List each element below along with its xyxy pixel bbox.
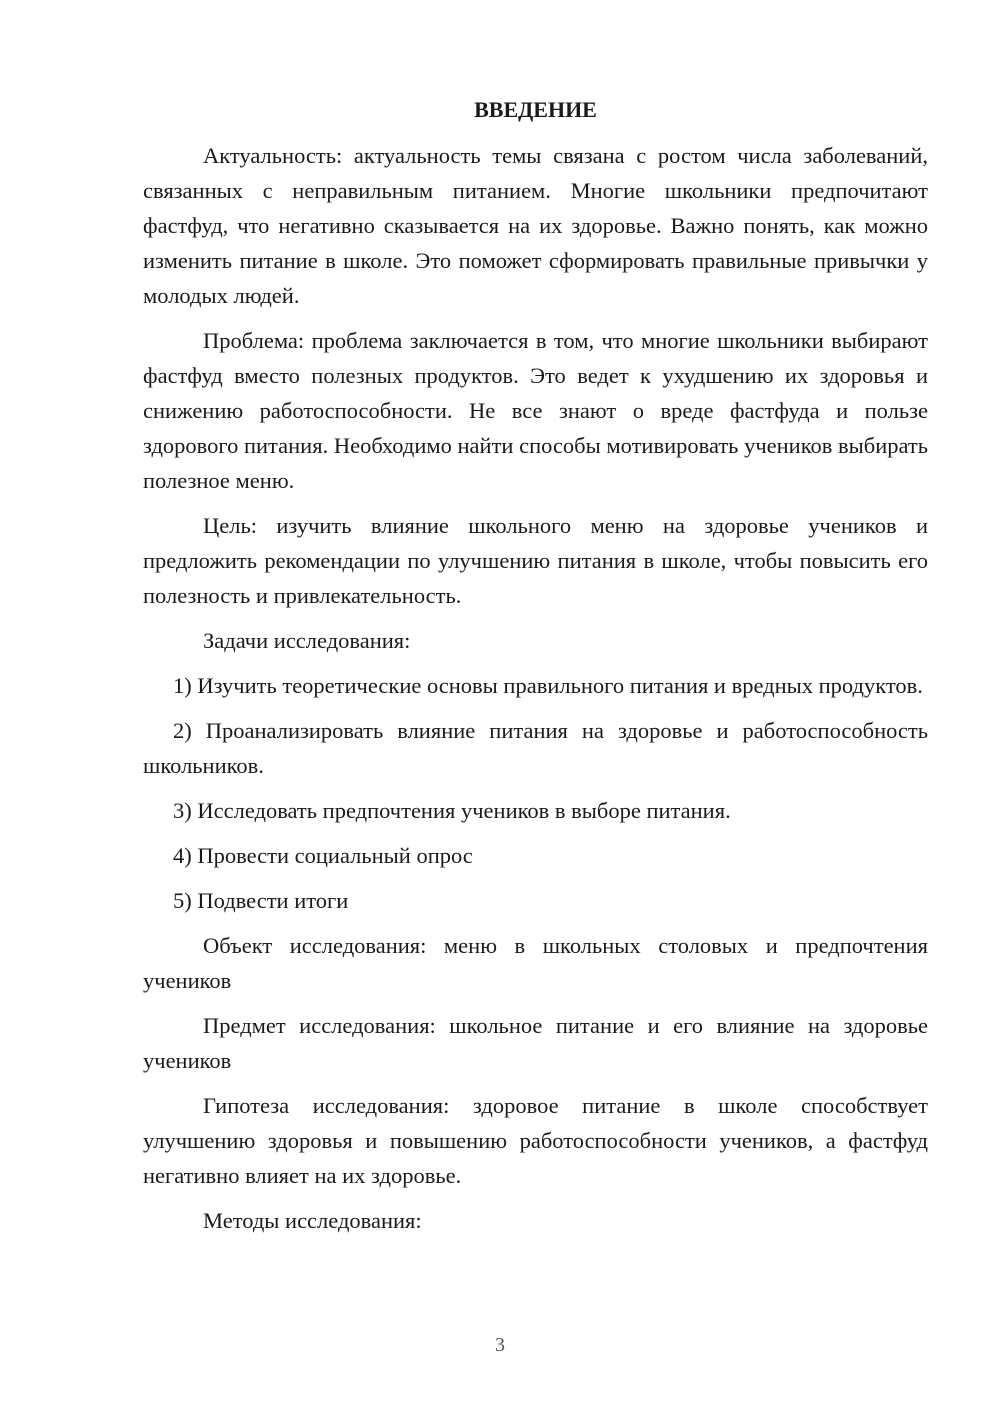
task-item: 3) Исследовать предпочтения учеников в выборе питания.: [173, 798, 731, 823]
paragraph-goal: Цель: изучить влияние школьного меню на здоровье учеников и предложить рекомендации по улучшению питания в школе, чтобы повысить его полезность и привлекательность.: [143, 513, 928, 608]
paragraph-methods: Методы исследования:: [203, 1208, 422, 1233]
paragraph-tasks-heading: Задачи исследования:: [203, 628, 411, 653]
paragraph-relevance: Актуальность: актуальность темы связана с ростом числа заболеваний, связанных с неправильным питанием. Многие школьники предпочитают фастфуд, что негативно сказывается на их здоровье. Важно понять, как можно изменить питание в школе. Это поможет сформировать правильные привычки у молодых людей.: [143, 143, 928, 308]
task-item: 1) Изучить теоретические основы правильного питания и вредных продуктов.: [173, 673, 923, 698]
paragraph-subject: Предмет исследования: школьное питание и его влияние на здоровье учеников: [143, 1013, 928, 1073]
page-number: 3: [495, 1334, 505, 1356]
paragraph-hypothesis: Гипотеза исследования: здоровое питание в школе способствует улучшению здоровья и повышению работоспособности учеников, а фастфуд негативно влияет на их здоровье.: [143, 1093, 928, 1188]
task-item: 5) Подвести итоги: [173, 888, 349, 913]
paragraph-object: Объект исследования: меню в школьных столовых и предпочтения учеников: [143, 933, 928, 993]
task-item: 2) Проанализировать влияние питания на здоровье и работоспособность школьников.: [143, 718, 928, 778]
section-title: ВВЕДЕНИЕ: [474, 97, 597, 122]
paragraph-problem: Проблема: проблема заключается в том, что многие школьники выбирают фастфуд вместо полезных продуктов. Это ведет к ухудшению их здоровья и снижению работоспособности. Не все знают о вреде фастфуда и пользе здорового питания. Необходимо найти способы мотивировать учеников выбирать полезное меню.: [143, 328, 928, 493]
document-page: [143, 92, 928, 1248]
task-item: 4) Провести социальный опрос: [173, 843, 473, 868]
